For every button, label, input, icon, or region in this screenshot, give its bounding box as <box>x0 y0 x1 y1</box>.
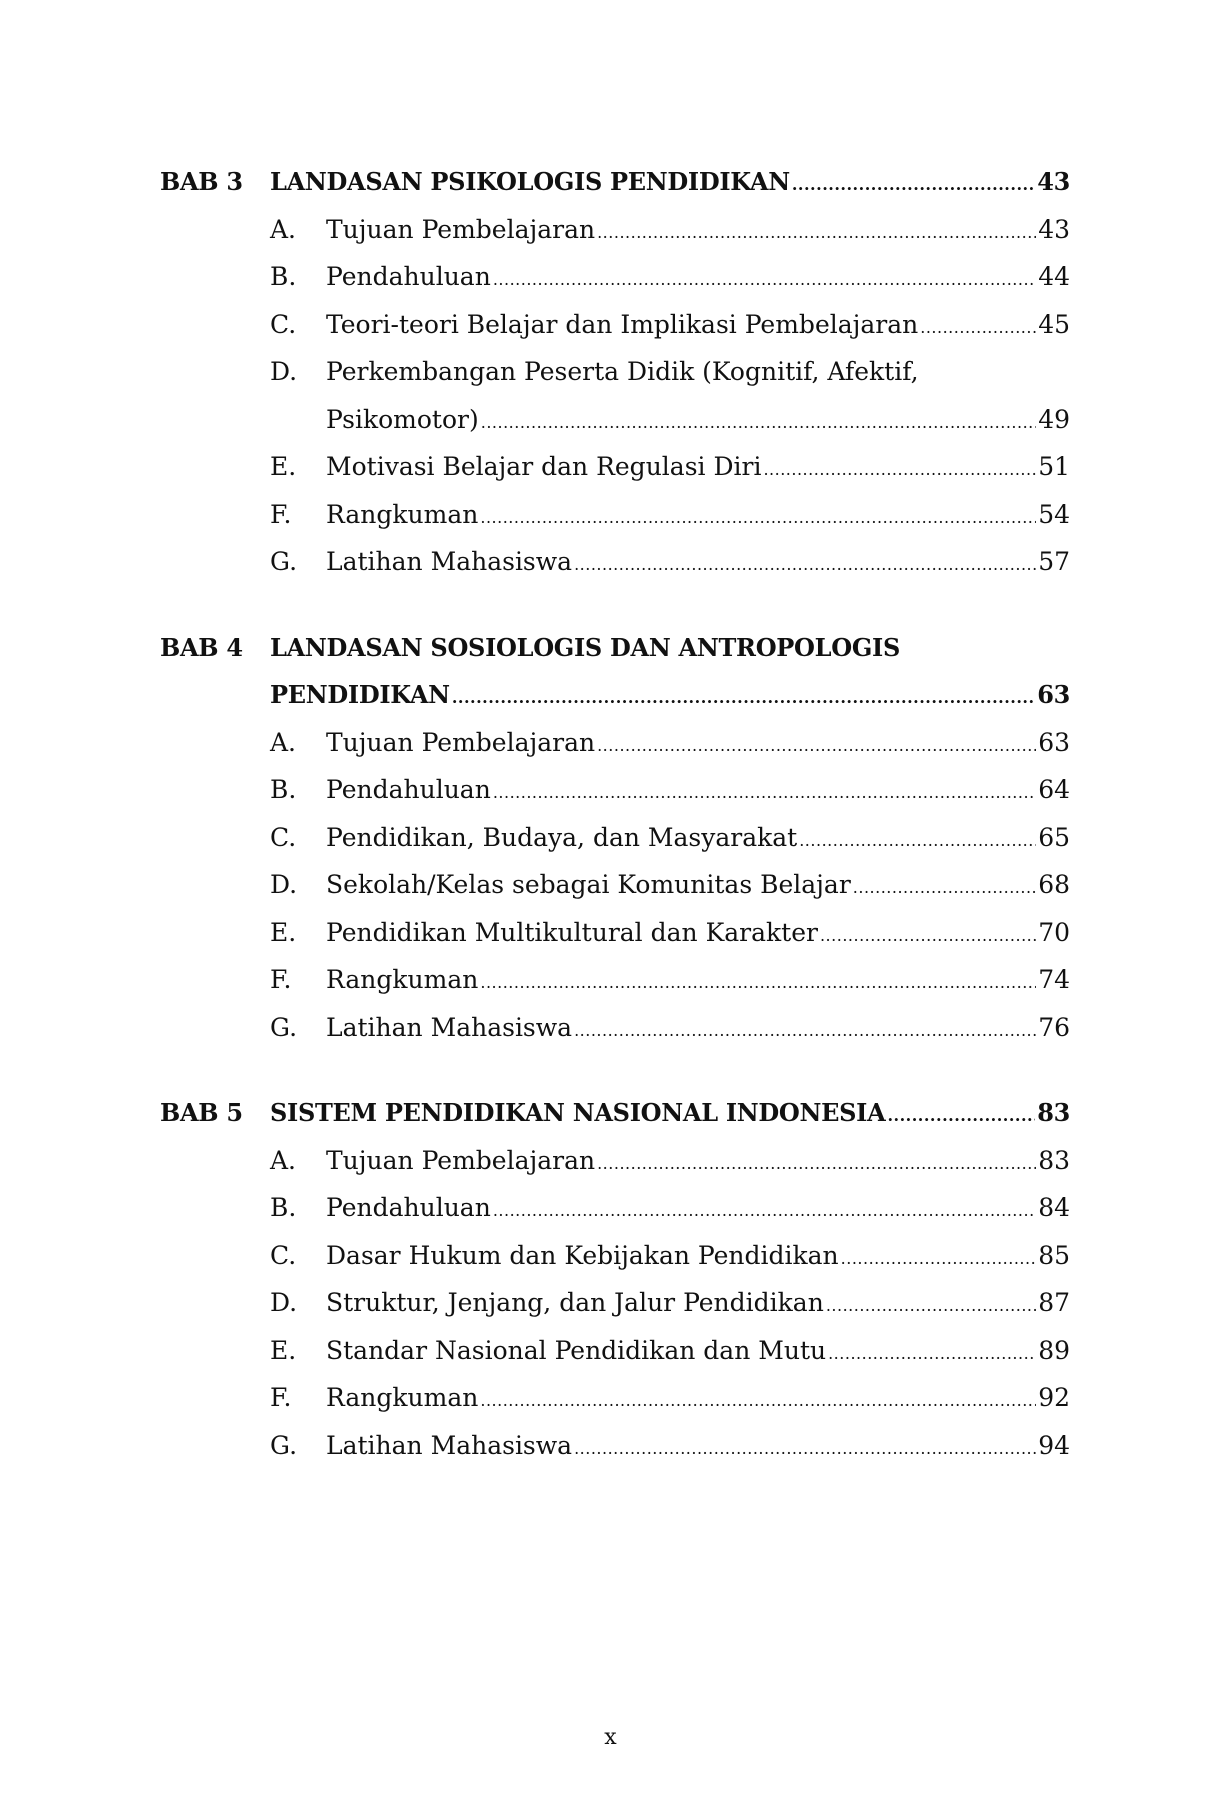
item-title: Teori-teori Belajar dan Implikasi Pembelajaran <box>326 309 919 339</box>
item-title: Pendahuluan <box>326 775 491 804</box>
dot-leader <box>574 1425 1036 1473</box>
item-letter: E. <box>270 917 297 947</box>
item-letter: C. <box>270 309 297 339</box>
dot-leader <box>828 1330 1036 1378</box>
item-page-number: 84 <box>1038 1193 1070 1222</box>
toc-item-row <box>160 348 1070 396</box>
item-page-number: 94 <box>1038 1430 1070 1460</box>
item-page-number: 45 <box>1038 309 1070 339</box>
chapter-section <box>160 158 1070 586</box>
toc-item-row[interactable] <box>160 861 1070 909</box>
chapter-section <box>160 1089 1070 1469</box>
item-title: Latihan Mahasiswa <box>326 1430 573 1460</box>
item-title: Pendahuluan <box>326 1193 491 1222</box>
item-letter: G. <box>270 1430 298 1460</box>
item-page-number: 85 <box>1038 1240 1070 1270</box>
dot-leader <box>763 446 1036 494</box>
item-page-number: 83 <box>1038 1145 1070 1175</box>
toc-item-row[interactable] <box>160 491 1070 539</box>
dot-leader <box>480 494 1036 542</box>
chapter-section <box>160 624 1070 1052</box>
toc-item-row[interactable] <box>160 1004 1070 1052</box>
dot-leader <box>887 1092 1035 1140</box>
dot-leader <box>574 1007 1036 1055</box>
dot-leader <box>920 304 1036 352</box>
item-letter: A. <box>270 727 297 757</box>
toc-item-row[interactable] <box>160 443 1070 491</box>
dot-leader <box>452 674 1035 722</box>
item-page-number: 49 <box>1038 404 1070 434</box>
item-letter: A. <box>270 214 297 244</box>
item-letter: E. <box>270 452 297 481</box>
item-title: Pendidikan Multikultural dan Karakter <box>326 917 818 947</box>
item-letter: D. <box>270 357 298 386</box>
item-letter: F. <box>270 499 292 529</box>
toc-item-row[interactable] <box>160 1184 1070 1232</box>
toc-item-row[interactable] <box>160 1374 1070 1422</box>
item-page-number: 65 <box>1038 822 1070 852</box>
item-page-number: 74 <box>1038 965 1070 994</box>
dot-leader <box>820 912 1036 960</box>
item-title: Pendidikan, Budaya, dan Masyarakat <box>326 822 798 852</box>
chapter-title: LANDASAN PSIKOLOGIS PENDIDIKAN <box>270 167 790 196</box>
item-title: Tujuan Pembelajaran <box>326 214 596 244</box>
dot-leader <box>574 541 1036 589</box>
item-letter: C. <box>270 1240 297 1270</box>
toc-item-row[interactable] <box>160 206 1070 254</box>
item-page-number: 43 <box>1038 214 1070 244</box>
chapter-heading-row <box>160 624 1070 672</box>
chapter-label: BAB 4 <box>160 632 243 662</box>
chapter-label: BAB 3 <box>160 167 243 196</box>
chapter-heading-row[interactable] <box>160 1089 1070 1137</box>
dot-leader <box>826 1282 1036 1330</box>
item-title: Tujuan Pembelajaran <box>326 1145 596 1175</box>
toc-item-row[interactable] <box>160 1137 1070 1185</box>
item-title: Motivasi Belajar dan Regulasi Diri <box>326 452 762 481</box>
chapter-heading-row[interactable] <box>160 671 1070 719</box>
dot-leader <box>841 1235 1037 1283</box>
chapter-title: LANDASAN SOSIOLOGIS DAN ANTROPOLOGIS <box>270 632 900 662</box>
item-title: Sekolah/Kelas sebagai Komunitas Belajar <box>326 870 851 899</box>
item-letter: E. <box>270 1335 297 1365</box>
item-letter: B. <box>270 775 297 804</box>
item-title: Rangkuman <box>326 1383 479 1412</box>
chapter-page-number: 63 <box>1037 680 1070 709</box>
dot-leader <box>792 161 1035 209</box>
chapter-label: BAB 5 <box>160 1098 243 1127</box>
dot-leader <box>597 722 1036 770</box>
toc-item-row[interactable] <box>160 253 1070 301</box>
item-title: Pendahuluan <box>326 262 491 291</box>
dot-leader <box>480 1377 1036 1425</box>
item-page-number: 76 <box>1038 1012 1070 1042</box>
toc-item-row[interactable] <box>160 814 1070 862</box>
dot-leader <box>799 817 1036 865</box>
item-page-number: 68 <box>1038 870 1070 899</box>
item-page-number: 54 <box>1038 499 1070 529</box>
toc-item-row[interactable] <box>160 301 1070 349</box>
item-page-number: 70 <box>1038 917 1070 947</box>
item-letter: D. <box>270 1288 298 1317</box>
item-title: Psikomotor) <box>326 404 479 434</box>
item-title: Tujuan Pembelajaran <box>326 727 596 757</box>
item-letter: F. <box>270 965 292 994</box>
dot-leader <box>493 1187 1036 1235</box>
toc-item-row[interactable] <box>160 719 1070 767</box>
item-page-number: 51 <box>1038 452 1070 481</box>
toc-item-row[interactable] <box>160 1279 1070 1327</box>
item-page-number: 89 <box>1038 1335 1070 1365</box>
item-page-number: 44 <box>1038 262 1070 291</box>
item-letter: D. <box>270 870 298 899</box>
item-page-number: 57 <box>1038 547 1070 576</box>
toc-item-row[interactable] <box>160 1422 1070 1470</box>
item-title: Latihan Mahasiswa <box>326 547 573 576</box>
dot-leader <box>480 959 1036 1007</box>
toc-item-row[interactable] <box>160 1327 1070 1375</box>
item-letter: F. <box>270 1383 292 1412</box>
dot-leader <box>493 769 1036 817</box>
item-title: Rangkuman <box>326 499 479 529</box>
dot-leader <box>481 399 1036 447</box>
toc-item-row[interactable] <box>160 956 1070 1004</box>
toc-item-row[interactable] <box>160 909 1070 957</box>
dot-leader <box>493 256 1036 304</box>
item-page-number: 87 <box>1038 1288 1070 1317</box>
item-title: Dasar Hukum dan Kebijakan Pendidikan <box>326 1240 839 1270</box>
toc-item-row[interactable] <box>160 538 1070 586</box>
item-letter: A. <box>270 1145 297 1175</box>
item-letter: G. <box>270 1012 298 1042</box>
item-letter: C. <box>270 822 297 852</box>
item-letter: B. <box>270 1193 297 1222</box>
item-title: Latihan Mahasiswa <box>326 1012 573 1042</box>
dot-leader <box>597 1140 1036 1188</box>
toc-item-row[interactable] <box>160 396 1070 444</box>
toc-item-row[interactable] <box>160 766 1070 814</box>
chapter-heading-row[interactable] <box>160 158 1070 206</box>
page-number: x <box>604 1725 617 1750</box>
item-page-number: 64 <box>1038 775 1070 804</box>
chapter-title: PENDIDIKAN <box>270 680 450 709</box>
item-title: Struktur, Jenjang, dan Jalur Pendidikan <box>326 1288 824 1317</box>
item-page-number: 92 <box>1038 1383 1070 1412</box>
chapter-page-number: 43 <box>1037 167 1070 196</box>
item-title: Standar Nasional Pendidikan dan Mutu <box>326 1335 827 1365</box>
item-letter: G. <box>270 547 298 576</box>
dot-leader <box>597 209 1036 257</box>
dot-leader <box>853 864 1036 912</box>
toc-item-row[interactable] <box>160 1232 1070 1280</box>
item-page-number: 63 <box>1038 727 1070 757</box>
table-of-contents <box>160 158 1070 1507</box>
item-title: Perkembangan Peserta Didik (Kognitif, Afektif, <box>326 357 919 386</box>
chapter-page-number: 83 <box>1037 1098 1070 1127</box>
item-letter: B. <box>270 262 297 291</box>
chapter-title: SISTEM PENDIDIKAN NASIONAL INDONESIA <box>270 1098 886 1127</box>
item-title: Rangkuman <box>326 965 479 994</box>
